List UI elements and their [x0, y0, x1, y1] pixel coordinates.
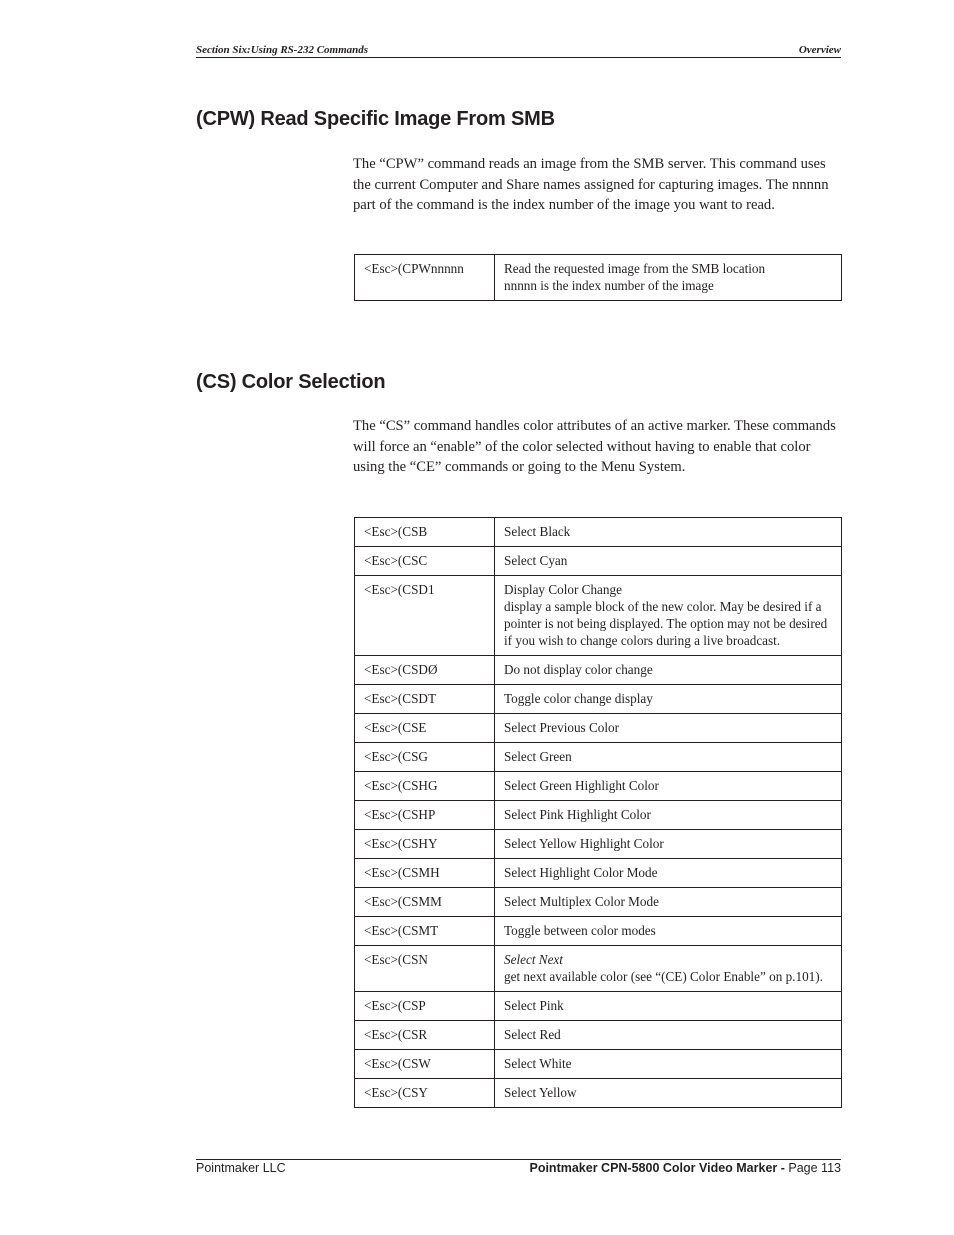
command-description-cell	[495, 656, 842, 685]
command-description-cell	[495, 917, 842, 946]
footer-page-number: Page 113	[788, 1161, 841, 1175]
table-row	[355, 1079, 842, 1108]
command-description-cell	[495, 1079, 842, 1108]
command-description: Do not display color change	[504, 662, 653, 677]
running-footer	[196, 1159, 841, 1175]
command-code: <Esc>(CSR	[355, 1021, 495, 1050]
command-code: <Esc>(CSC	[355, 547, 495, 576]
table-row	[355, 743, 842, 772]
command-description-cell	[495, 547, 842, 576]
command-description: Toggle color change display	[504, 691, 653, 706]
command-description: Select White	[504, 1056, 572, 1071]
table-row	[355, 255, 842, 301]
command-description: Read the requested image from the SMB location	[504, 261, 766, 276]
command-code: <Esc>(CSD1	[355, 576, 495, 656]
command-description: Select Previous Color	[504, 720, 620, 735]
command-code: <Esc>(CSMH	[355, 859, 495, 888]
running-header	[196, 44, 841, 58]
footer-product-name: Pointmaker CPN-5800 Color Video Marker -	[529, 1161, 785, 1175]
table-row	[355, 772, 842, 801]
command-detail: display a sample block of the new color. May be desired if a pointer is not being displayed. The option may not be desired if you wish to change colors during a live broadcast.	[504, 599, 828, 648]
command-code: <Esc>(CSHY	[355, 830, 495, 859]
command-description: Select Yellow Highlight Color	[504, 836, 664, 851]
table-row	[355, 1050, 842, 1079]
command-code: <Esc>(CSDØ	[355, 656, 495, 685]
command-code: <Esc>(CPWnnnnn	[355, 255, 495, 301]
header-topic: Overview	[798, 44, 841, 56]
command-detail: get next available color (see “(CE) Color Enable” on p.101).	[504, 969, 823, 984]
command-table-cs	[354, 517, 842, 1108]
table-row	[355, 917, 842, 946]
section-title-cpw: (CPW) Read Specific Image From SMB	[196, 108, 555, 130]
section-paragraph-cpw: The “CPW” command reads an image from the SMB server. This command uses the current Computer and Share names assigned for capturing images. The nnnnn part of the command is the index number of the image you want to read.	[353, 156, 829, 213]
command-description: Select Pink Highlight Color	[504, 807, 651, 822]
command-description-cell	[495, 830, 842, 859]
command-description-cell	[495, 743, 842, 772]
command-description: Select Green Highlight Color	[504, 778, 659, 793]
command-code: <Esc>(CSN	[355, 946, 495, 992]
footer-company: Pointmaker LLC	[196, 1161, 286, 1175]
table-row	[355, 830, 842, 859]
command-code: <Esc>(CSY	[355, 1079, 495, 1108]
header-section: Section Six:Using RS-232 Commands	[196, 44, 369, 56]
command-code: <Esc>(CSHG	[355, 772, 495, 801]
table-row	[355, 576, 842, 656]
table-row	[355, 1021, 842, 1050]
command-description-cell	[495, 946, 842, 992]
command-description: Select Yellow	[504, 1085, 577, 1100]
command-code: <Esc>(CSB	[355, 518, 495, 547]
table-row	[355, 656, 842, 685]
table-row	[355, 992, 842, 1021]
command-description-cell	[495, 859, 842, 888]
command-description-cell	[495, 992, 842, 1021]
command-code: <Esc>(CSW	[355, 1050, 495, 1079]
command-code: <Esc>(CSHP	[355, 801, 495, 830]
command-description-cell	[495, 1021, 842, 1050]
command-description: Select Black	[504, 524, 571, 539]
table-row	[355, 859, 842, 888]
command-description: Toggle between color modes	[504, 923, 656, 938]
command-detail: nnnnn is the index number of the image	[504, 278, 714, 293]
command-code: <Esc>(CSP	[355, 992, 495, 1021]
command-description-cell	[495, 888, 842, 917]
command-description-cell	[495, 801, 842, 830]
command-code: <Esc>(CSMM	[355, 888, 495, 917]
command-description: Select Next	[504, 952, 563, 967]
command-description: Select Cyan	[504, 553, 568, 568]
section-paragraph-cs: The “CS” command handles color attributes of an active marker. These commands will force an “enable” of the color selected without having to enable that color using the “CE” commands or going to the Menu System.	[353, 418, 836, 475]
section-title-cs: (CS) Color Selection	[196, 371, 386, 393]
command-description-cell	[495, 685, 842, 714]
command-table-cpw	[354, 254, 842, 301]
table-row	[355, 801, 842, 830]
command-description: Select Multiplex Color Mode	[504, 894, 659, 909]
command-description: Display Color Change	[504, 582, 622, 597]
command-description-cell	[495, 772, 842, 801]
command-description: Select Red	[504, 1027, 561, 1042]
command-code: <Esc>(CSMT	[355, 917, 495, 946]
command-description-cell	[495, 518, 842, 547]
footer-product	[529, 1161, 841, 1175]
command-description-cell	[495, 1050, 842, 1079]
command-code: <Esc>(CSE	[355, 714, 495, 743]
table-row	[355, 888, 842, 917]
table-row	[355, 714, 842, 743]
command-code: <Esc>(CSDT	[355, 685, 495, 714]
table-row	[355, 946, 842, 992]
table-row	[355, 685, 842, 714]
command-description-cell	[495, 576, 842, 656]
command-code: <Esc>(CSG	[355, 743, 495, 772]
command-description: Select Pink	[504, 998, 564, 1013]
table-row	[355, 547, 842, 576]
command-description-cell	[495, 714, 842, 743]
command-description: Select Highlight Color Mode	[504, 865, 658, 880]
command-description: Select Green	[504, 749, 572, 764]
command-description-cell	[495, 255, 842, 301]
table-row	[355, 518, 842, 547]
